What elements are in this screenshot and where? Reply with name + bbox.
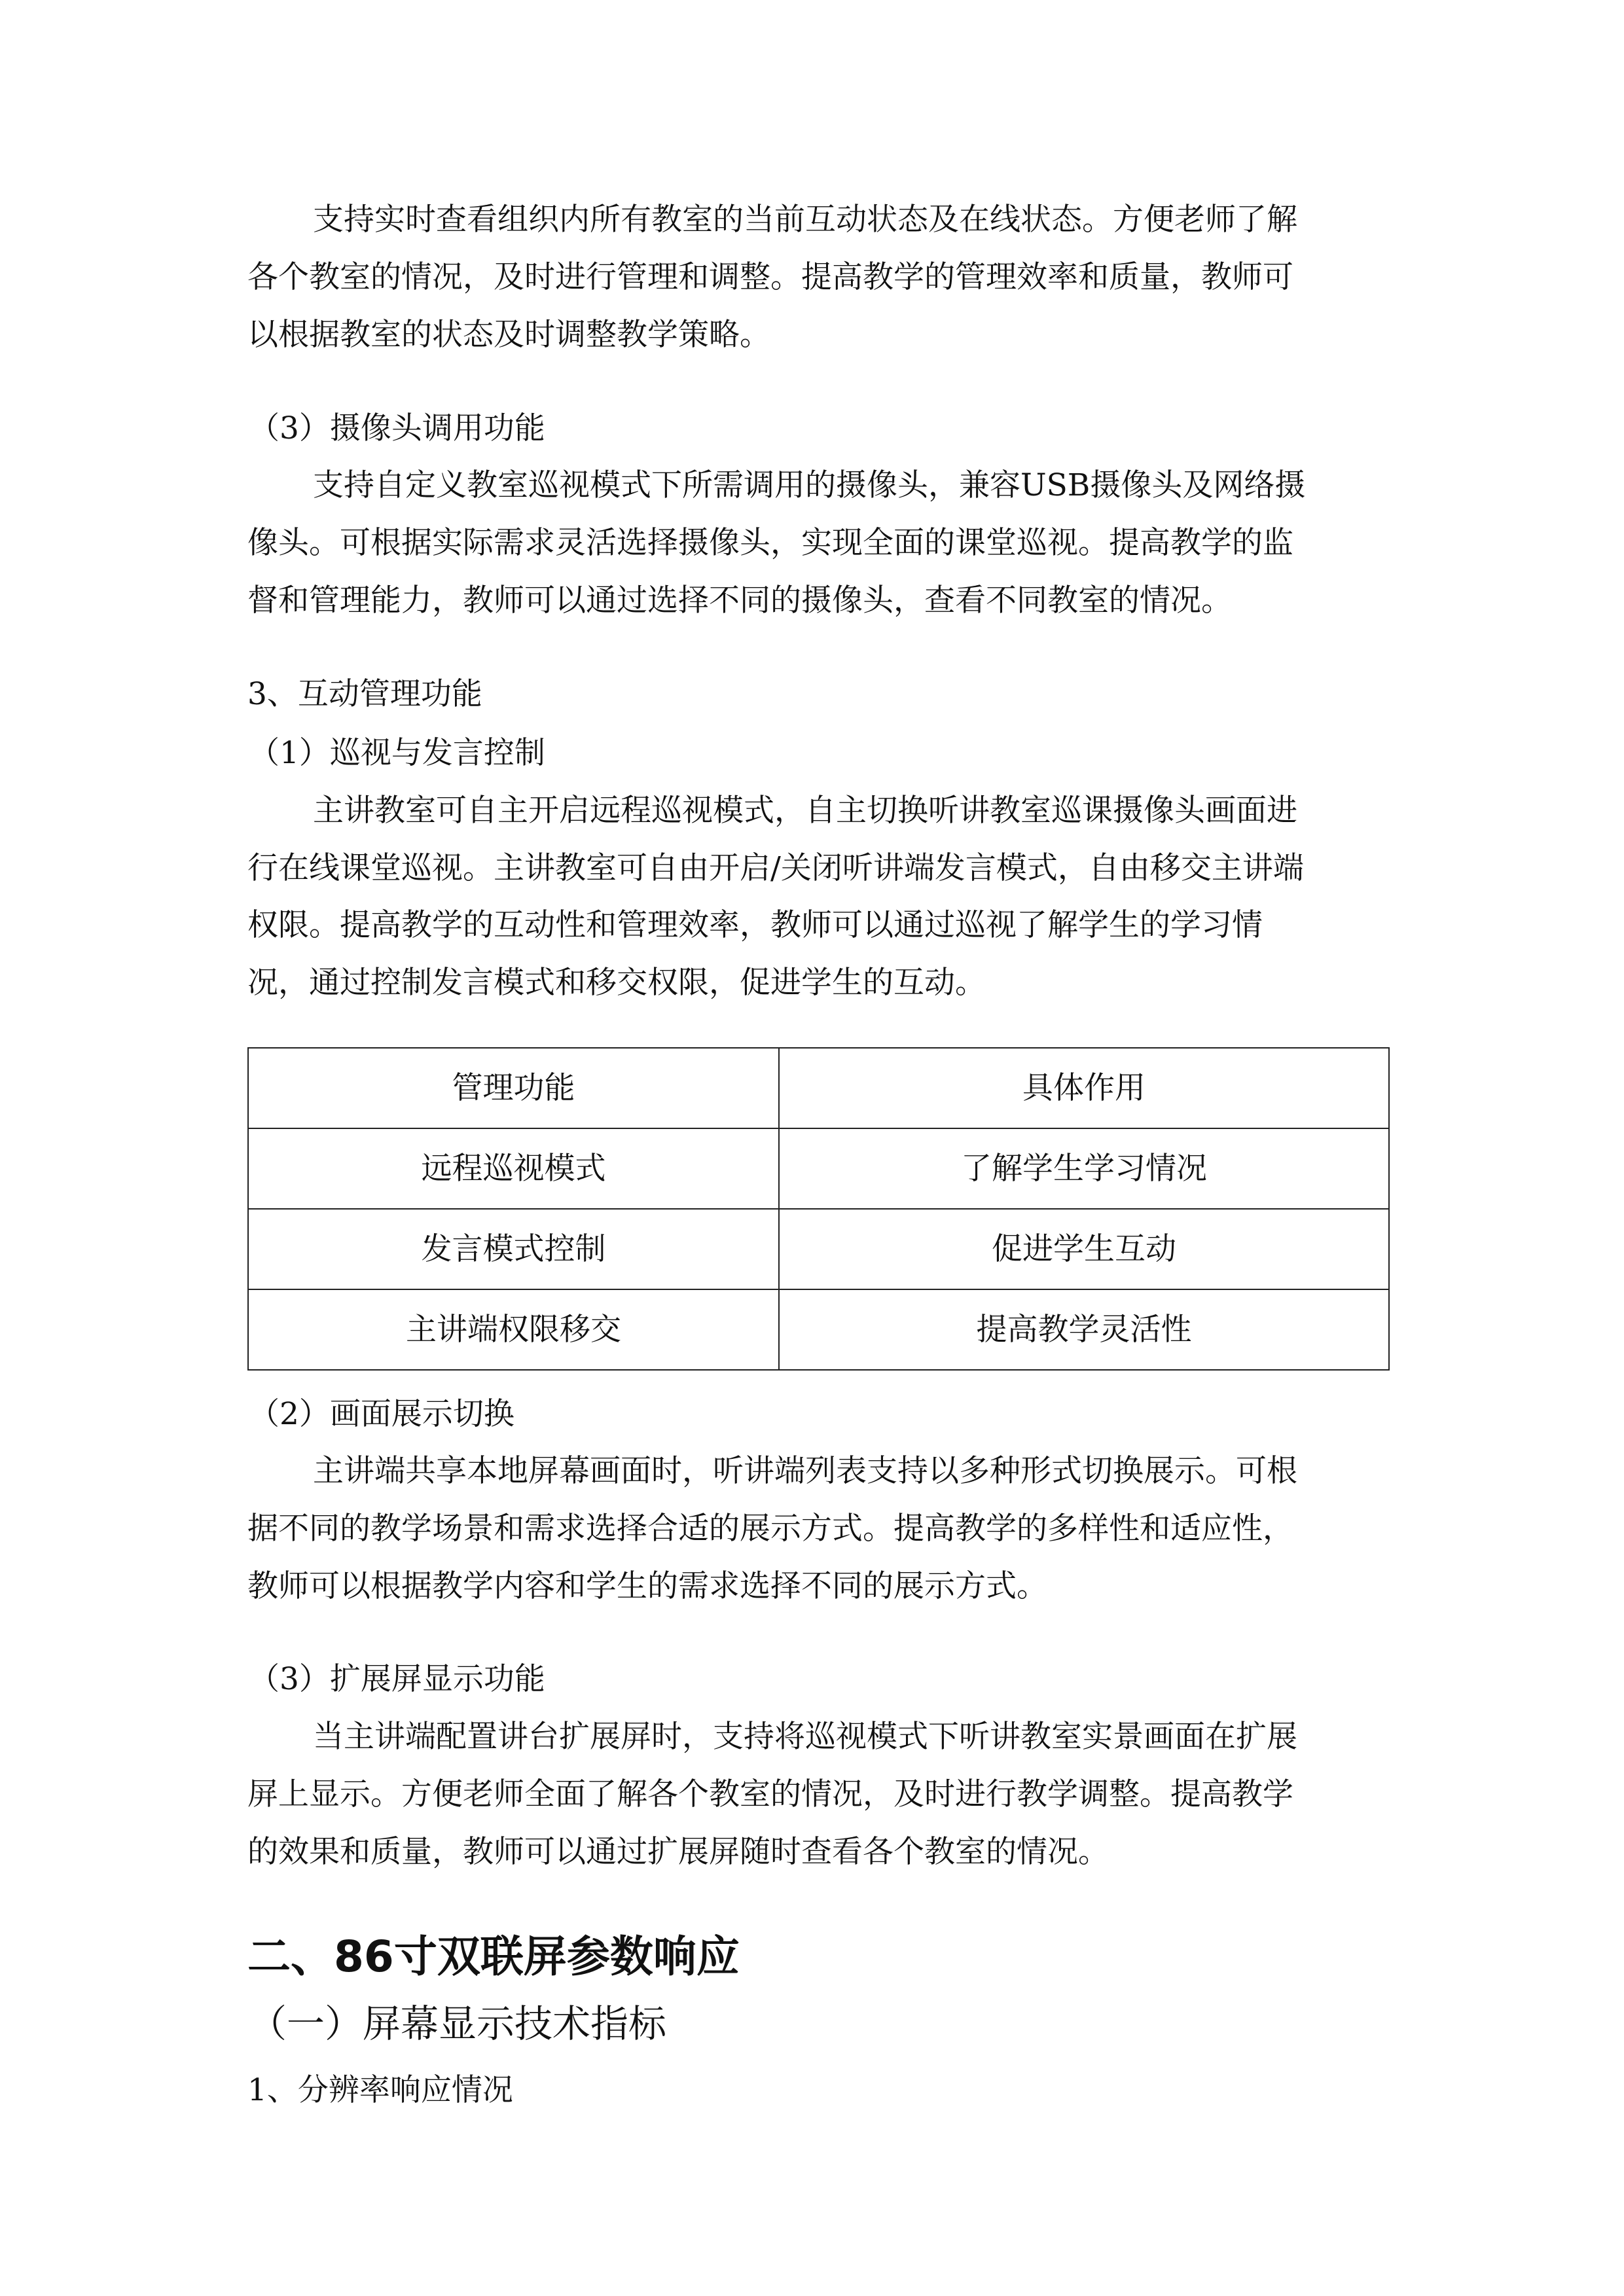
table-cell: 促进学生互动 [779,1209,1389,1289]
section-title: （一）屏幕显示技术指标 [249,2001,667,2046]
table-row [248,1289,1389,1370]
paragraph-line: 当主讲端配置讲台扩展屏时，支持将巡视模式下听讲教室实景画面在扩展 [313,1719,1297,1755]
chapter-title: 二、86寸双联屏参数响应 [247,1931,740,1982]
paragraph-line: 教师可以根据教学内容和学生的需求选择不同的展示方式。 [247,1568,1047,1604]
paragraph-line: 督和管理能力，教师可以通过选择不同的摄像头，查看不同教室的情况。 [247,583,1232,619]
paragraph-line: 权限。提高教学的互动性和管理效率，教师可以通过巡视了解学生的学习情 [247,907,1263,943]
paragraph-line: 屏上显示。方便老师全面了解各个教室的情况，及时进行教学调整。提高教学 [247,1776,1293,1812]
interaction-heading: 3、互动管理功能 [247,676,482,712]
paragraph-line: 各个教室的情况，及时进行管理和调整。提高教学的管理效率和质量，教师可 [247,259,1293,295]
table-row [248,1128,1389,1209]
management-table [247,1047,1390,1371]
table-header-cell: 管理功能 [248,1048,779,1128]
table-cell: 发言模式控制 [248,1209,779,1289]
table-row [248,1209,1389,1289]
paragraph-line: 况，通过控制发言模式和移交权限，促进学生的互动。 [247,965,986,1001]
item-title: 1、分辨率响应情况 [247,2072,513,2108]
table-header-row [248,1048,1389,1128]
paragraph-line: 以根据教室的状态及时调整教学策略。 [247,317,770,353]
table-cell: 远程巡视模式 [248,1128,779,1209]
table-header-cell: 具体作用 [779,1048,1389,1128]
display-switch-heading: （2）画面展示切换 [249,1396,514,1432]
table-cell: 了解学生学习情况 [779,1128,1389,1209]
camera-heading: （3）摄像头调用功能 [249,410,545,446]
paragraph-line: 支持自定义教室巡视模式下所需调用的摄像头，兼容USB摄像头及网络摄 [313,467,1306,503]
interaction-sub-heading: （1）巡视与发言控制 [249,735,545,771]
paragraph-line: 支持实时查看组织内所有教室的当前互动状态及在线状态。方便老师了解 [313,202,1297,238]
paragraph-line: 主讲教室可自主开启远程巡视模式，自主切换听讲教室巡课摄像头画面进 [313,793,1297,829]
paragraph-line: 行在线课堂巡视。主讲教室可自由开启/关闭听讲端发言模式，自由移交主讲端 [247,850,1304,886]
paragraph-line: 像头。可根据实际需求灵活选择摄像头，实现全面的课堂巡视。提高教学的监 [247,525,1293,561]
paragraph-line: 主讲端共享本地屏幕画面时，听讲端列表支持以多种形式切换展示。可根 [313,1453,1297,1489]
table-cell: 提高教学灵活性 [779,1289,1389,1370]
paragraph-line: 的效果和质量，教师可以通过扩展屏随时查看各个教室的情况。 [247,1834,1109,1870]
table-cell: 主讲端权限移交 [248,1289,779,1370]
paragraph-line: 据不同的教学场景和需求选择合适的展示方式。提高教学的多样性和适应性， [247,1511,1293,1547]
extended-screen-heading: （3）扩展屏显示功能 [249,1661,545,1697]
